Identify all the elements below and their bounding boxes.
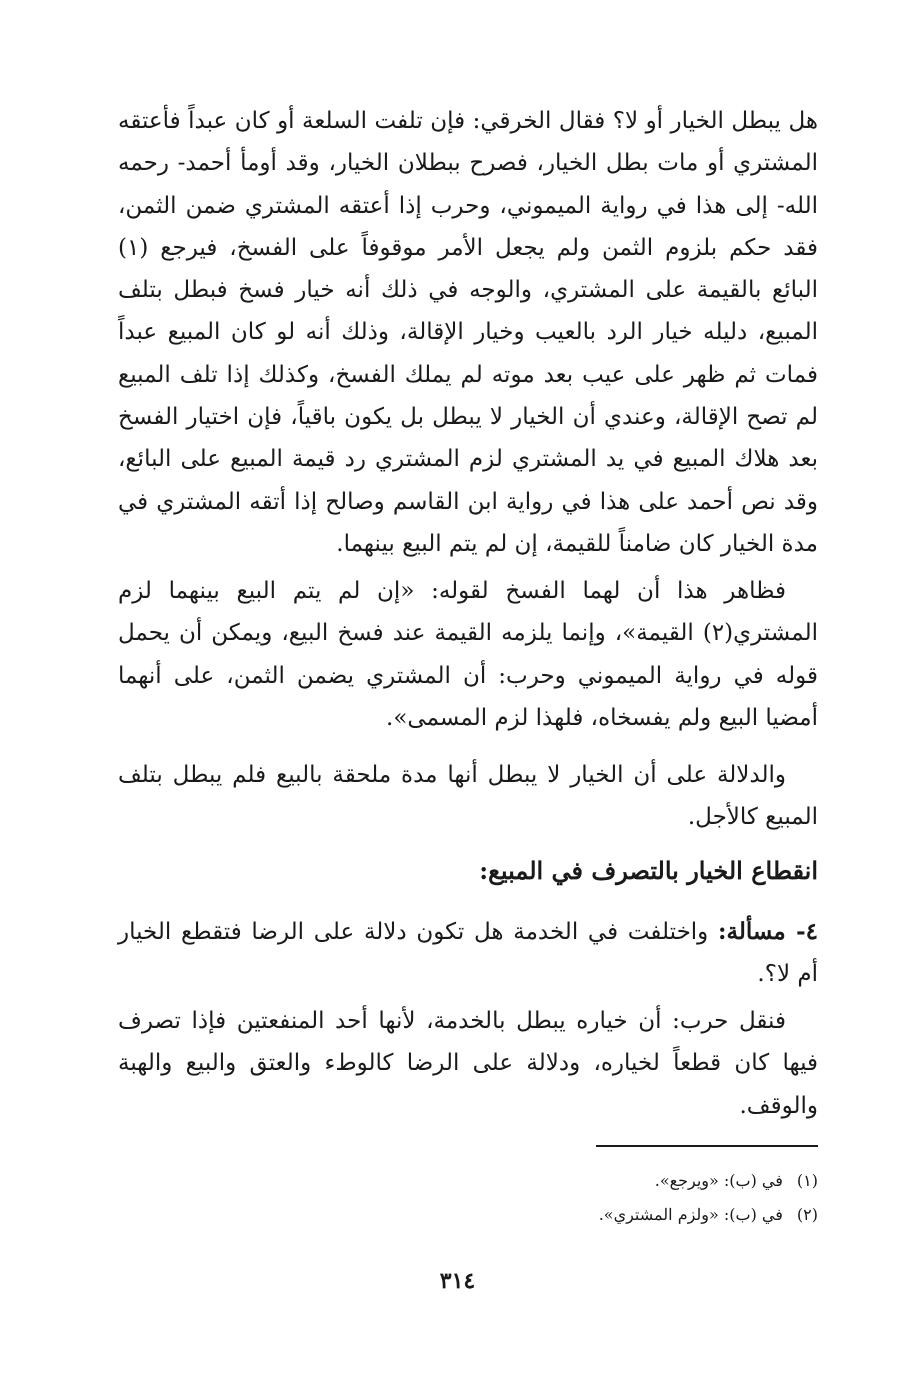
paragraph-issue-4 [118,911,818,996]
issue-label: ٤- مسألة: [718,918,818,945]
footnote-1 [118,1164,818,1198]
issue-body: واختلفت في الخدمة هل تكون دلالة على الرضا فتقطع الخيار أم لا؟. [118,919,818,988]
footnote-text: في (ب): «ويرجع». [654,1171,783,1190]
footnote-text: في (ب): «ولزم المشتري». [598,1205,783,1224]
paragraph-1: هل يبطل الخيار أو لا؟ فقال الخرقي: فإن تلفت السلعة أو كان عبداً فأعتقه المشتري أو مات بطل الخيار، فصرح ببطلان الخيار، وقد أومأ أحمد- رحمه الله- إلى هذا في رواية الميموني، وحرب إذا أعتقه المشتري ضمن الثمن، فقد حكم بلزوم الثمن ولم يجعل الأمر موقوفاً على الفسخ، فيرجع (١) البائع بالقيمة على المشتري، والوجه في ذلك أنه خيار فسخ فبطل بتلف المبيع، دليله خيار الرد بالعيب وخيار الإقالة، وذلك أنه لو كان المبيع عبداً فمات ثم ظهر على عيب بعد موته لم يملك الفسخ، وكذلك إذا تلف المبيع لم تصح الإقالة، وعندي أن الخيار لا يبطل بل يكون باقياً، فإن اختيار الفسخ بعد هلاك المبيع في يد المشتري لزم المشتري رد قيمة المبيع على البائع، وقد نص أحمد على هذا في رواية ابن القاسم وصالح إذا أتقه المشتري في مدة الخيار كان ضامناً للقيمة، إن لم يتم البيع بينهما. [118,108,818,557]
footnotes [118,1164,818,1232]
footnote-divider [596,1145,818,1147]
footnote-number: (٢) [796,1205,818,1224]
paragraph-5: فنقل حرب: أن خياره يبطل بالخدمة، لأنها أحد المنفعتين فإذا تصرف فيها كان قطعاً لخياره، ودلالة على الرضا كالوطء والعتق والبيع والهبة والوقف. [118,1008,818,1119]
page-number: ٣١٤ [439,1268,476,1294]
paragraph-3: والدلالة على أن الخيار لا يبطل أنها مدة ملحقة بالبيع فلم يبطل بتلف المبيع كالأجل. [118,762,818,831]
section-heading: انقطاع الخيار بالتصرف في المبيع: [479,856,818,885]
paragraph-2: فظاهر هذا أن لهما الفسخ لقوله: «إن لم يتم البيع بينهما لزم المشتري(٢) القيمة»، وإنما يلزمه القيمة عند فسخ البيع، ويمكن أن يحمل قوله في رواية الميموني وحرب: أن المشتري يضمن الثمن، على أنهما أمضيا البيع ولم يفسخاه، فلهذا لزم المسمى». [118,578,818,731]
footnote-number: (١) [796,1171,818,1190]
footnote-2 [118,1198,818,1232]
